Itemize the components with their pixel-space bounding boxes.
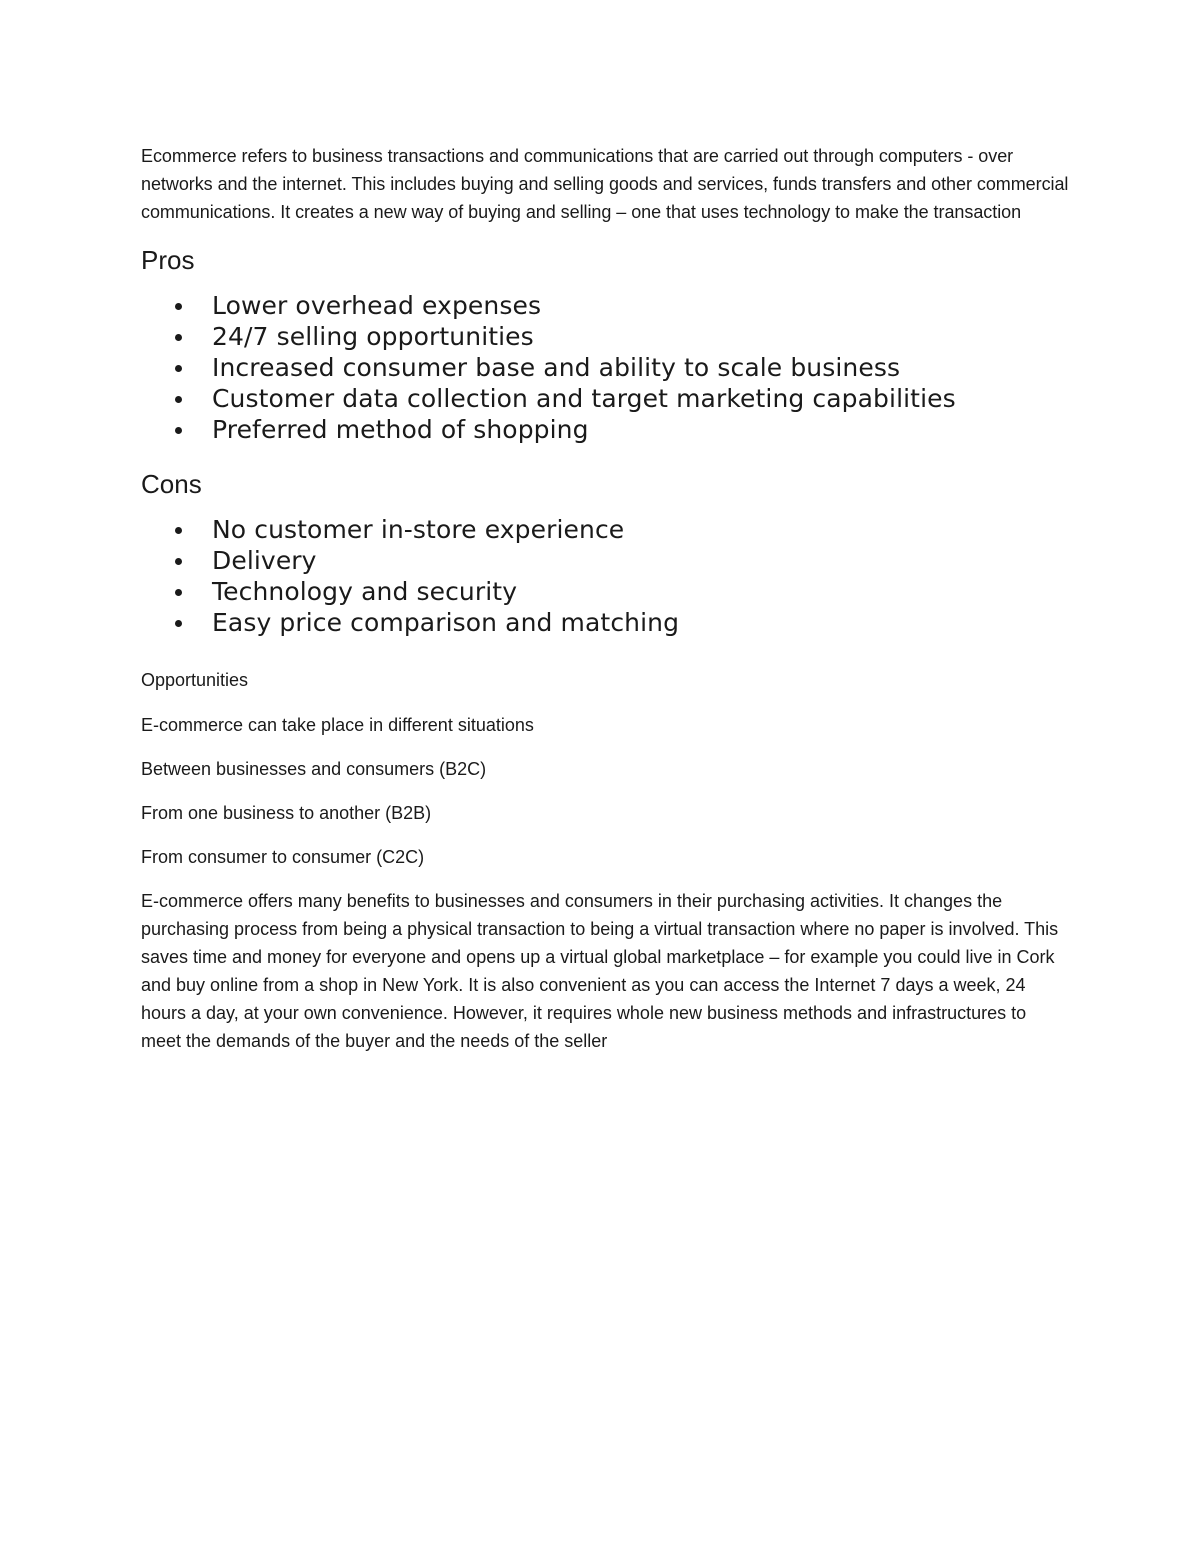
list-item bbox=[141, 321, 1071, 352]
bullet-icon bbox=[175, 527, 182, 534]
list-item bbox=[141, 352, 1071, 383]
bullet-icon bbox=[175, 620, 182, 627]
intro-paragraph: Ecommerce refers to business transactions and communications that are carried out through computers - over networks and the internet. This includes buying and selling goods and services, funds transfers and other commercial communications. It creates a new way of buying and selling – one that uses technology to make the transaction bbox=[141, 146, 1069, 223]
list-item-text: Preferred method of shopping bbox=[212, 415, 589, 445]
list-item-text: No customer in-store experience bbox=[212, 514, 625, 544]
list-item-text: Customer data collection and target marketing capabilities bbox=[212, 384, 956, 414]
list-item bbox=[141, 383, 1071, 414]
list-item-text: Easy price comparison and matching bbox=[212, 608, 680, 638]
closing-paragraph: E-commerce offers many benefits to businesses and consumers in their purchasing activities. It changes the purchasing process from being a physical transaction to being a virtual transaction where no paper is involved. This saves time and money for everyone and opens up a virtual global marketplace – for example you could live in Cork and buy online from a shop in New York. It is also convenient as you can access the Internet 7 days a week, 24 hours a day, at your own convenience. However, it requires whole new business methods and infrastructures to meet the demands of the buyer and the needs of the seller bbox=[141, 891, 1059, 1052]
list-item bbox=[141, 290, 1071, 321]
pros-heading: Pros bbox=[141, 244, 195, 275]
list-item bbox=[141, 607, 1071, 638]
list-item-text: Technology and security bbox=[212, 577, 518, 607]
opportunities-line: From consumer to consumer (C2C) bbox=[141, 847, 425, 868]
list-item-text: Increased consumer base and ability to scale business bbox=[212, 353, 901, 383]
opportunities-label: Opportunities bbox=[141, 670, 249, 691]
document-body bbox=[141, 142, 1071, 1055]
list-item-text: Lower overhead expenses bbox=[212, 290, 542, 320]
bullet-icon bbox=[175, 334, 182, 341]
list-item bbox=[141, 545, 1071, 576]
cons-heading: Cons bbox=[141, 468, 202, 499]
bullet-icon bbox=[175, 396, 182, 403]
bullet-icon bbox=[175, 365, 182, 372]
list-item-text: 24/7 selling opportunities bbox=[212, 321, 534, 351]
list-item-text: Delivery bbox=[212, 545, 317, 575]
list-item bbox=[141, 514, 1071, 545]
cons-list bbox=[141, 514, 1071, 639]
list-item bbox=[141, 576, 1071, 607]
bullet-icon bbox=[175, 303, 182, 310]
bullet-icon bbox=[175, 589, 182, 596]
list-item bbox=[141, 414, 1071, 445]
opportunities-line: Between businesses and consumers (B2C) bbox=[141, 758, 487, 779]
bullet-icon bbox=[175, 427, 182, 434]
opportunities-line: From one business to another (B2B) bbox=[141, 803, 432, 824]
opportunities-line: E-commerce can take place in different situations bbox=[141, 714, 534, 735]
pros-list bbox=[141, 290, 1071, 446]
bullet-icon bbox=[175, 558, 182, 565]
